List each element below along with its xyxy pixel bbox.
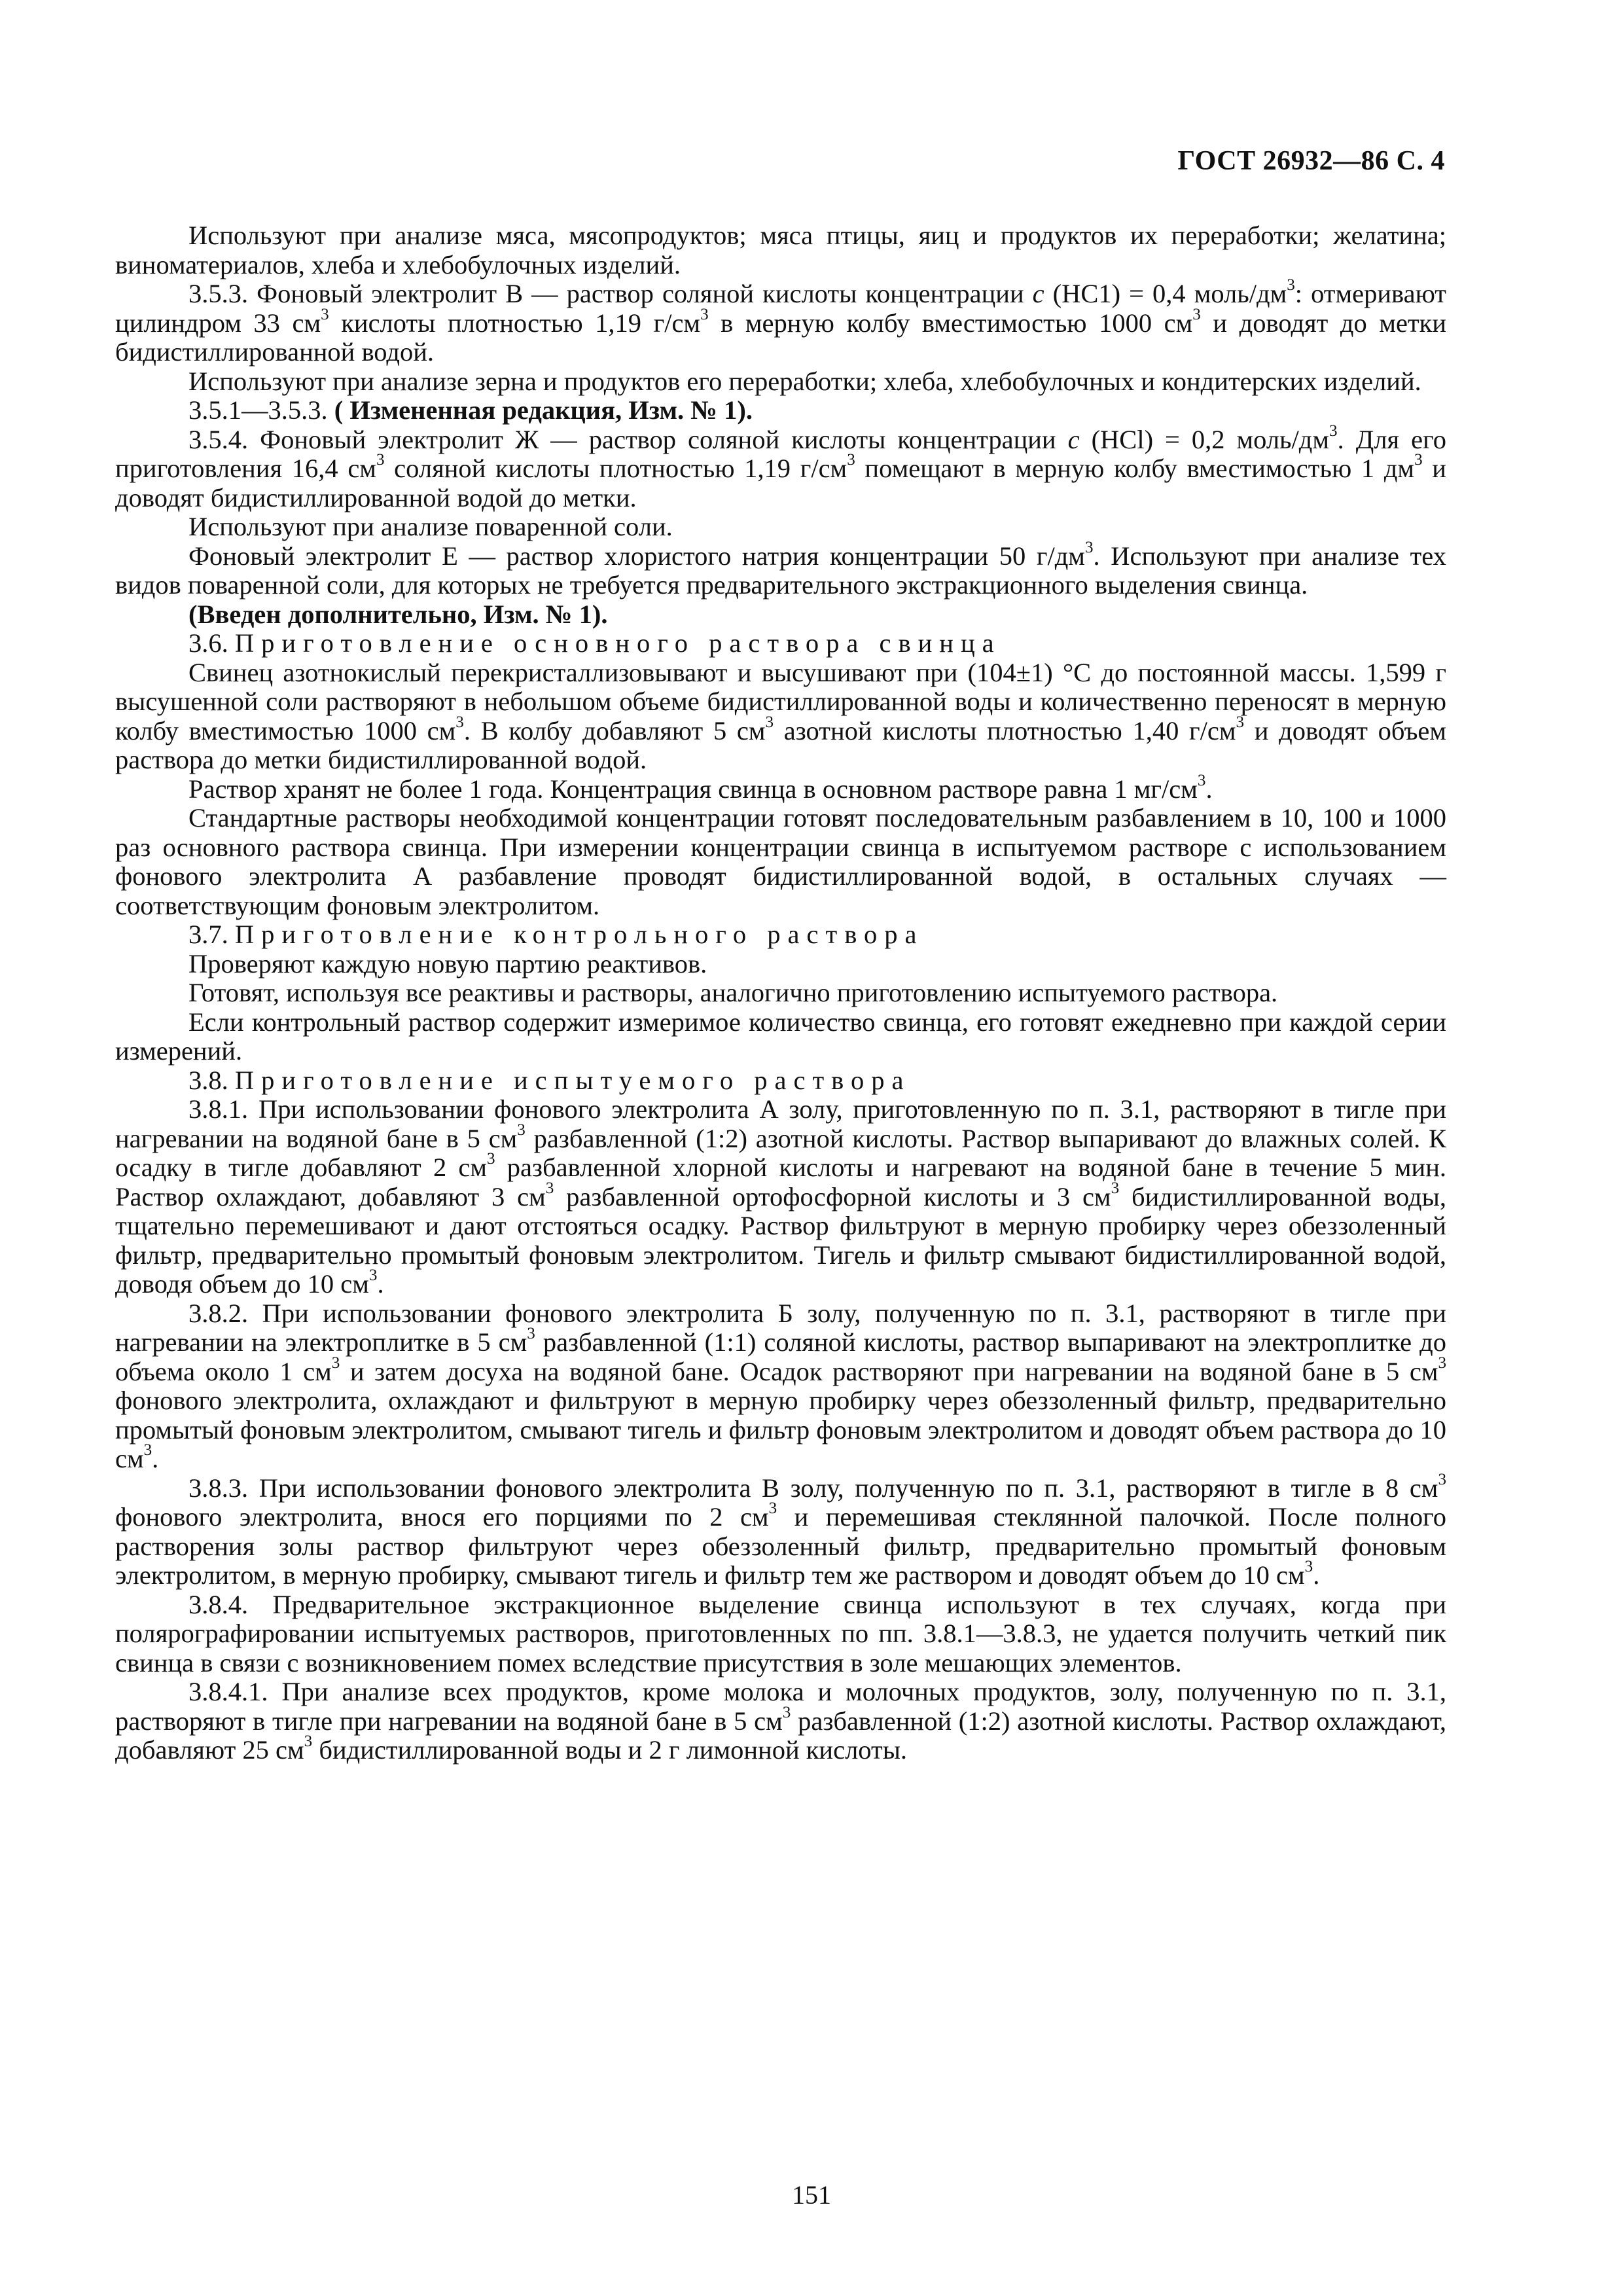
page-number: 151 (792, 2180, 831, 2210)
section-heading-3-6: 3.6. Приготовление основного раствора свинца (188, 628, 1001, 658)
paragraph: Свинец азотнокислый перекристаллизовывают и высушивают при (104±1) °С до постоянной массы. 1,599 г высушенной соли растворяют в небольшом объеме бидистиллированной воды и количественно переносят в мерную колбу вместимостью 1000 $см^3$. В колбу добавляют 5 $см^3$ азотной кислоты плотностью 1,40 $г/см^3$ и доводят объем раствора до метки бидистиллированной водой. (115, 657, 1447, 774)
paragraph: Фоновый электролит Е — раствор хлористого натрия концентрации 50 $г/дм^3$. Используют при анализе тех видов поваренной соли, для которых не требуется предварительного экстракционного выделения свинца. (115, 538, 1446, 600)
paragraph-3-8-1: 3.8.1. При использовании фонового электролита А золу, приготовленную по п. 3.1, растворяют в тигле при нагревании на водяной бане в 5 $см^3$ разбавленной (1:2) азотной кислоты. Раствор выпаривают до влажных солей. К осадку в тигле добавляют 2 $см^3$ разбавленной хлорной кислоты и нагревают на водяной бане в течение 5 мин. Раствор охлаждают, добавляют 3 $см^3$ разбавленной ортофосфорной кислоты и 3 $см^3$ бидистиллированной воды, тщательно перемешивают и дают отстояться осадку. Раствор фильтруют в мерную пробирку через обеззоленный фильтр, предварительно промытый фоновым электролитом. Тигель и фильтр смывают бидистиллированной водой, доводя объем до 10 $см^3$. (115, 1094, 1447, 1299)
paragraph: Используют при анализе мяса, мясопродуктов; мяса птицы, яиц и продуктов их переработки; желатина; виноматериалов, хлеба и хлебобулочных изделий. (115, 221, 1446, 279)
paragraph: Используют при анализе поваренной соли. (188, 512, 673, 541)
paragraph-3-5-4: 3.5.4. Фоновый электролит Ж — раствор соляной кислоты концентрации с (НСl) = 0,2 моль/$дм^3$. Для его приготовления 16,4 $см^3$ соляной кислоты плотностью 1,19 $г/см^3$ помещают в мерную колбу вместимостью 1 $дм^3$ и доводят бидистиллированной водой до метки. (115, 422, 1446, 512)
section-heading-3-7: 3.7. Приготовление контрольного раствора (188, 920, 924, 949)
paragraph: Используют при анализе зерна и продуктов его переработки; хлеба, хлебобулочных и кондитерских изделий. (188, 366, 1421, 396)
page-header-doc-ref: ГОСТ 26932—86 С. 4 (1177, 146, 1445, 176)
amendment-note: 3.5.1—3.5.3. ( Измененная редакция, Изм. № 1). (188, 395, 753, 425)
paragraph: Проверяют каждую новую партию реактивов. (188, 948, 707, 978)
paragraph: Стандартные растворы необходимой концентрации готовят последовательным разбавлением в 10, 100 и 1000 раз основного раствора свинца. При измерении концентрации свинца в испытуемом растворе с использованием фонового электролита А разбавление проводят бидистиллированной водой, в остальных случаях — соответствующим фоновым электролитом. (115, 803, 1446, 920)
document-body (115, 221, 1446, 1765)
paragraph-3-8-2: 3.8.2. При использовании фонового электролита Б золу, полученную по п. 3.1, растворяют в тигле при нагревании на электроплитке в 5 $см^3$ разбавленной (1:1) соляной кислоты, раствор выпаривают на электроплитке до объема около 1 $см^3$ и затем досуха на водяной бане. Осадок растворяют при нагревании на водяной бане в 5 $см^3$ фонового электролита, охлаждают и фильтруют в мерную пробирку через обеззоленный фильтр, предварительно промытый фоновым электролитом, смывают тигель и фильтр фоновым электролитом и доводят объем раствора до 10 $см^3$. (115, 1298, 1447, 1473)
paragraph: Готовят, используя все реактивы и растворы, аналогично приготовлению испытуемого раствора. (188, 978, 1278, 1007)
paragraph-3-8-4-1: 3.8.4.1. При анализе всех продуктов, кроме молока и молочных продуктов, золу, полученную по п. 3.1, растворяют в тигле при нагревании на водяной бане в 5 $см^3$ разбавленной (1:2) азотной кислоты. Раствор охлаждают, добавляют 25 $см^3$ бидистиллированной воды и 2 г лимонной кислоты. (115, 1677, 1446, 1765)
paragraph: Раствор хранят не более 1 года. Концентрация свинца в основном растворе равна 1 $мг/см^3$. (188, 771, 1213, 804)
paragraph-3-5-3: 3.5.3. Фоновый электролит В — раствор соляной кислоты концентрации с (НС1) = 0,4 моль/$дм^3$: отмеривают цилиндром 33 $см^3$ кислоты плотностью 1,19 $г/см^3$ в мерную колбу вместимостью 1000 $см^3$ и доводят до метки бидистиллированной водой. (115, 276, 1447, 367)
amendment-note: (Введен дополнительно, Изм. № 1). (188, 599, 608, 629)
paragraph-3-8-4: 3.8.4. Предварительное экстракционное выделение свинца используют в тех случаях, когда при полярографировании испытуемых растворов, приготовленных по пп. 3.8.1—3.8.3, не удается получить четкий пик свинца в связи с возникновением помех вследствие присутствия в золе мешающих элементов. (115, 1589, 1446, 1677)
paragraph-3-8-3: 3.8.3. При использовании фонового электролита В золу, полученную по п. 3.1, растворяют в тигле в 8 $см^3$ фонового электролита, внося его порциями по 2 $см^3$ и перемешивая стеклянной палочкой. После полного растворения золы раствор фильтруют через обеззоленный фильтр, предварительно промытый фоновым электролитом, в мерную пробирку, смывают тигель и фильтр тем же раствором и доводят объем до 10 $см^3$. (115, 1470, 1446, 1590)
paragraph: Если контрольный раствор содержит измеримое количество свинца, его готовят ежедневно при каждой серии измерений. (115, 1007, 1446, 1066)
section-heading-3-8: 3.8. Приготовление испытуемого раствора (188, 1065, 911, 1095)
